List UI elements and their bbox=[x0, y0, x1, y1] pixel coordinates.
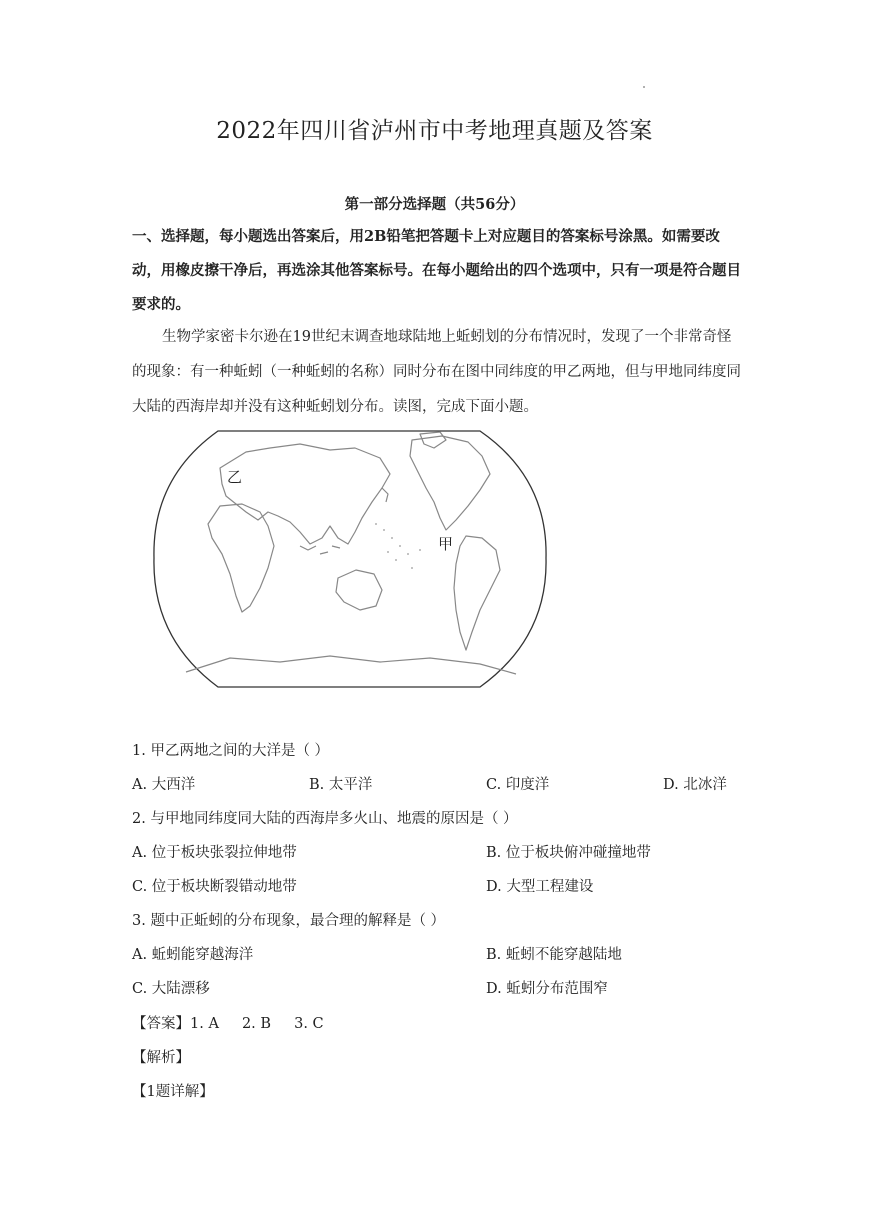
continent-north-america bbox=[410, 436, 490, 530]
islands-indonesia bbox=[300, 546, 340, 554]
map-label-jia: 甲 bbox=[438, 535, 454, 553]
question-2-option-a: A. 位于板块张裂拉伸地带 bbox=[132, 845, 297, 861]
page-title: 2022年四川省泸州市中考地理真题及答案 bbox=[216, 118, 653, 144]
world-map bbox=[150, 428, 550, 690]
question-3-option-c: C. 大陆漂移 bbox=[132, 981, 210, 997]
question-1-option-d: D. 北冰洋 bbox=[663, 777, 727, 793]
instructions: 一、选择题，每小题选出答案后，用2B铅笔把答题卡上对应题目的答案标号涂黑。如需要改动，用橡皮擦干净后，再选涂其他答案标号。在每小题给出的四个选项中，只有一项是符合题目要求的。 bbox=[132, 228, 741, 313]
antarctica bbox=[186, 656, 516, 674]
continent-australia bbox=[336, 570, 382, 610]
part-heading: 第一部分选择题（共56分） bbox=[344, 196, 525, 213]
detail-heading: 【1题详解】 bbox=[132, 1084, 214, 1100]
analysis-heading: 【解析】 bbox=[132, 1050, 190, 1066]
question-3-option-d: D. 蚯蚓分布范围窄 bbox=[486, 981, 608, 997]
question-3-option-a: A. 蚯蚓能穿越海洋 bbox=[132, 947, 254, 963]
greenland bbox=[420, 432, 446, 448]
continent-south-america bbox=[454, 536, 500, 650]
passage: 生物学家密卡尔逊在19世纪末调查地球陆地上蚯蚓划的分布情况时，发现了一个非常奇怪的现象：有一种蚯蚓（一种蚯蚓的名称）同时分布在图中同纬度的甲乙两地，但与甲地同纬度同大陆的西海岸却并没有这种蚯蚓划分布。读图，完成下面小题。 bbox=[132, 329, 741, 415]
question-2-stem: 2. 与甲地同纬度同大陆的西海岸多火山、地震的原因是（ ） bbox=[132, 811, 518, 827]
question-2-option-d: D. 大型工程建设 bbox=[486, 879, 594, 895]
question-3-option-b: B. 蚯蚓不能穿越陆地 bbox=[486, 947, 622, 963]
continent-eurasia bbox=[220, 444, 390, 544]
question-1-option-a: A. 大西洋 bbox=[132, 777, 196, 793]
map-label-yi: 乙 bbox=[227, 468, 243, 486]
question-1-option-c: C. 印度洋 bbox=[486, 777, 550, 793]
question-3-stem: 3. 题中正蚯蚓的分布现象，最合理的解释是（ ） bbox=[132, 913, 446, 929]
continent-africa bbox=[208, 504, 274, 612]
question-1-stem: 1. 甲乙两地之间的大洋是（ ） bbox=[132, 743, 330, 759]
question-2-option-c: C. 位于板块断裂错动地带 bbox=[132, 879, 297, 895]
islands-japan bbox=[382, 488, 388, 502]
page-dot bbox=[643, 86, 645, 88]
question-1-option-b: B. 太平洋 bbox=[309, 777, 373, 793]
map-frame bbox=[154, 431, 546, 687]
answer-line: 【答案】1. A 2. B 3. C bbox=[132, 1016, 324, 1032]
question-2-option-b: B. 位于板块俯冲碰撞地带 bbox=[486, 845, 651, 861]
